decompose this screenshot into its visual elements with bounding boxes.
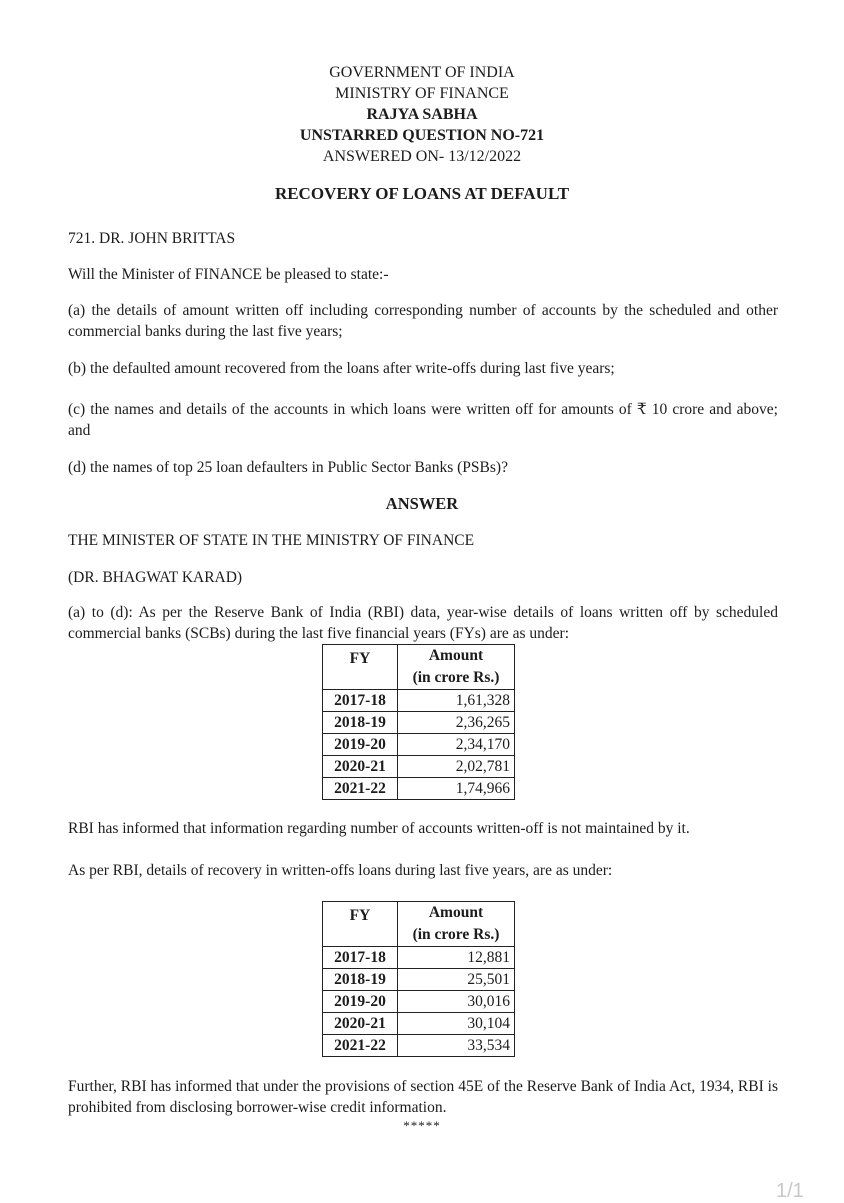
amount-cell: 2,36,265	[398, 712, 515, 734]
accounts-note: RBI has informed that information regarding number of accounts written-off is not maintained by it.	[68, 820, 690, 837]
table-row	[323, 756, 515, 778]
document-title: RECOVERY OF LOANS AT DEFAULT	[274, 184, 570, 203]
closing-paragraph: Further, RBI has informed that under the provisions of section 45E of the Reserve Bank of India Act, 1934, RBI is prohibited from disclosing borrower-wise credit information.	[68, 1078, 778, 1116]
amount-cell: 30,016	[398, 991, 515, 1013]
question-part-a: (a) the details of amount written off including corresponding number of accounts by the scheduled and other commercial banks during the last five years;	[68, 302, 778, 340]
table-row	[323, 969, 515, 991]
question-part-c: (c) the names and details of the accounts in which loans were written off for amounts of ₹ 10 crore and above; and	[68, 401, 778, 439]
question-intro: Will the Minister of FINANCE be pleased to state:-	[68, 266, 389, 283]
answer-heading: ANSWER	[385, 494, 459, 513]
page-number: 1/1	[776, 1180, 804, 1202]
question-part-b: (b) the defaulted amount recovered from the loans after write-offs during last five years;	[68, 360, 615, 377]
answer-minister-name: (DR. BHAGWAT KARAD)	[68, 569, 243, 586]
header-answered-date: ANSWERED ON- 13/12/2022	[322, 148, 522, 165]
answer-minister: THE MINISTER OF STATE IN THE MINISTRY OF FINANCE	[68, 532, 475, 549]
recovery-table	[322, 901, 515, 1057]
fy-cell: 2018-19	[323, 712, 398, 734]
amount-cell: 1,74,966	[398, 778, 515, 800]
writeoff-table	[322, 644, 515, 800]
table-row	[323, 1013, 515, 1035]
answer-intro: (a) to (d): As per the Reserve Bank of India (RBI) data, year-wise details of loans written off by scheduled commercial banks (SCBs) during the last five financial years (FYs) are as under:	[68, 604, 778, 642]
end-marker: *****	[403, 1118, 441, 1133]
table-row	[323, 734, 515, 756]
amount-cell: 33,534	[398, 1035, 515, 1057]
table-header-row	[323, 902, 515, 947]
fy-column-header: FY	[323, 645, 398, 690]
fy-cell: 2020-21	[323, 756, 398, 778]
fy-cell: 2017-18	[323, 947, 398, 969]
fy-cell: 2019-20	[323, 734, 398, 756]
fy-column-header: FY	[323, 902, 398, 947]
table-row	[323, 1035, 515, 1057]
amount-cell: 30,104	[398, 1013, 515, 1035]
fy-cell: 2019-20	[323, 991, 398, 1013]
recovery-intro: As per RBI, details of recovery in written-offs loans during last five years, are as under:	[68, 862, 613, 879]
table-row	[323, 947, 515, 969]
header-question-number: UNSTARRED QUESTION NO-721	[299, 127, 545, 144]
question-member: 721. DR. JOHN BRITTAS	[68, 230, 236, 247]
table-row	[323, 712, 515, 734]
amount-cell: 2,34,170	[398, 734, 515, 756]
amount-cell: 25,501	[398, 969, 515, 991]
amount-column-header	[398, 645, 515, 690]
amount-header-line2: (in crore Rs.)	[412, 669, 500, 686]
fy-cell: 2020-21	[323, 1013, 398, 1035]
fy-cell: 2018-19	[323, 969, 398, 991]
amount-header-line1: Amount	[428, 904, 484, 921]
amount-cell: 1,61,328	[398, 690, 515, 712]
fy-cell: 2021-22	[323, 1035, 398, 1057]
table-header-row	[323, 645, 515, 690]
question-part-d: (d) the names of top 25 loan defaulters in Public Sector Banks (PSBs)?	[68, 459, 508, 476]
amount-header-line1: Amount	[428, 647, 484, 664]
table-row	[323, 690, 515, 712]
header-government: GOVERNMENT OF INDIA	[329, 64, 515, 81]
table-row	[323, 778, 515, 800]
amount-column-header	[398, 902, 515, 947]
amount-cell: 12,881	[398, 947, 515, 969]
amount-cell: 2,02,781	[398, 756, 515, 778]
header-house: RAJYA SABHA	[366, 106, 478, 123]
table-row	[323, 991, 515, 1013]
fy-cell: 2021-22	[323, 778, 398, 800]
fy-cell: 2017-18	[323, 690, 398, 712]
header-ministry: MINISTRY OF FINANCE	[335, 85, 509, 102]
amount-header-line2: (in crore Rs.)	[412, 926, 500, 943]
